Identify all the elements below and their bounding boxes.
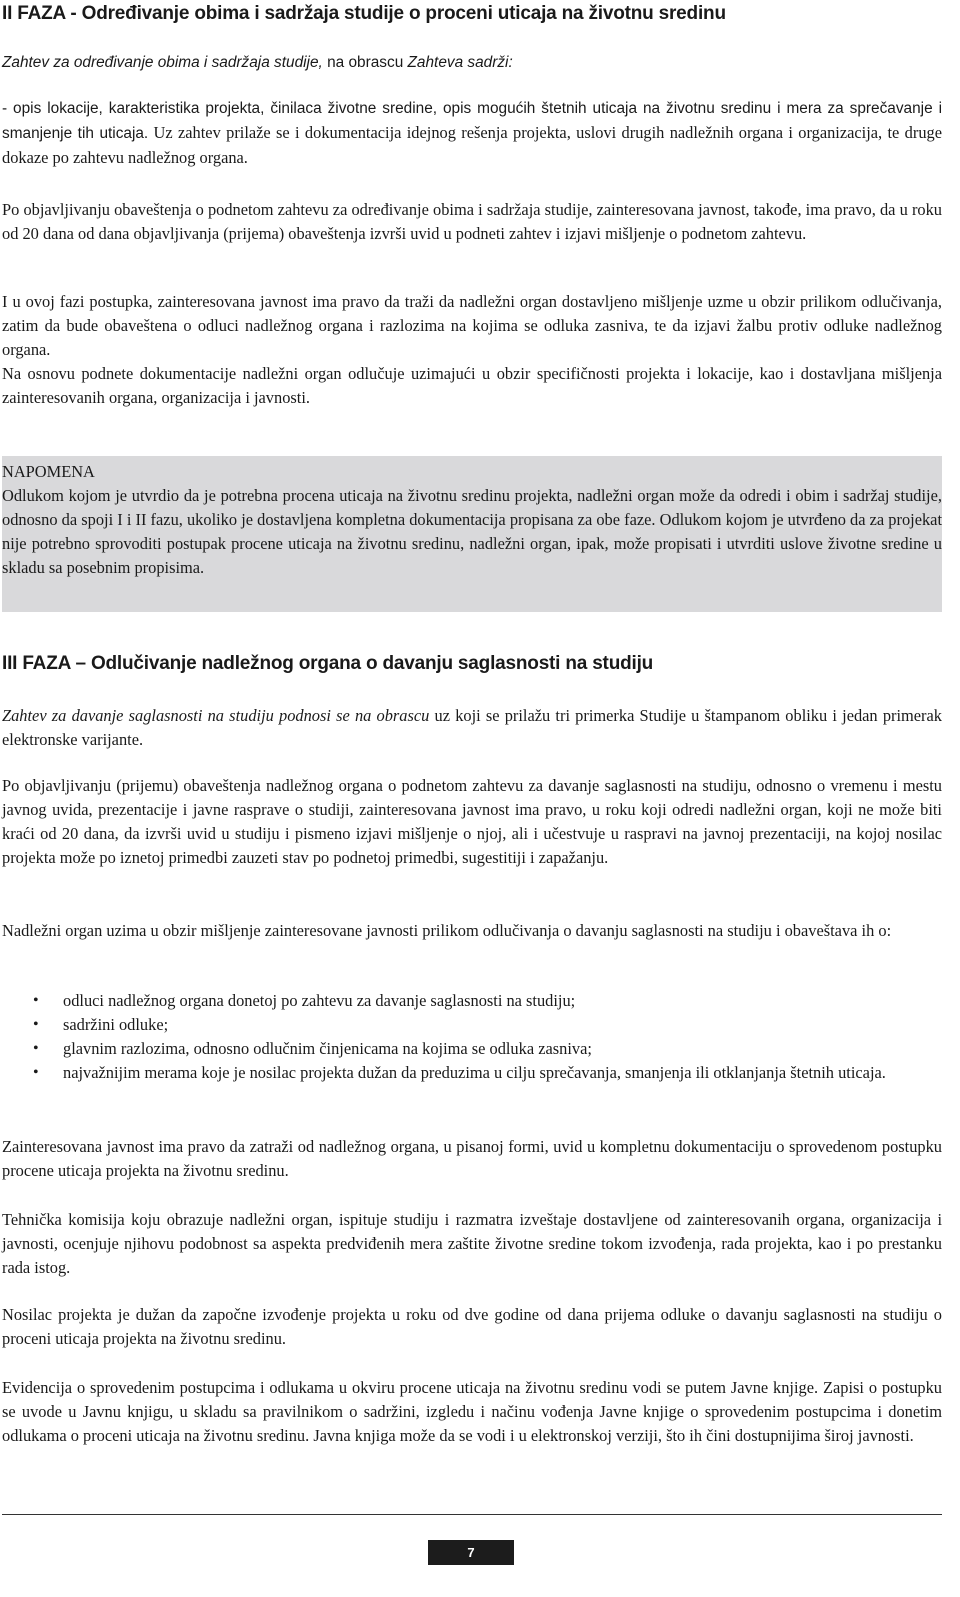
section-2-paragraph-2: Po objavljivanju obaveštenja o podnetom zahtevu za određivanje obima i sadržaja studije, zainteresovana javnost, takođe, ima pravo, da u roku od 20 dana od dana objavljivanja (prijema) obaveštenja izvrši uvid u podneti zahtev i izjavi mišljenje o podnetom zahtevu.: [2, 200, 942, 243]
notification-list: [0, 989, 942, 1085]
bullet-icon: •: [33, 992, 39, 1009]
section-3-paragraph-4: Tehnička komisija koju obrazuje nadležni organ, ispituje studiju i razmatra izveštaje dostavljene od zainteresovanih organa, organizacija i javnosti, ocenjuje njihovu podobnost sa aspekta predviđenih mera zaštite životne sredine tokom izvođenja, rada projekta, kao i po prestanku rada istog.: [2, 1210, 942, 1277]
intro-mid: na obrascu: [322, 54, 408, 71]
bullet-icon: •: [33, 1064, 39, 1081]
list-item-text: najvažnijim merama koje je nosilac projekta dužan da preduzima u cilju sprečavanja, smanjenja ili otklanjanja štetnih uticaja.: [63, 1063, 886, 1082]
section-3-paragraph-6: Evidencija o sprovedenim postupcima i odlukama u okviru procene uticaja na životnu sredinu vodi se putem Javne knjige. Zapisi o postupku se uvode u Javnu knjigu, u skladu sa pravilnikom o sadržini, izgledu i načinu vođenja Javne knjige o sprovedenim postupcima i donetim odlukama o proceni uticaja na životnu sredinu. Javna knjiga može da se vodi i u elektronskoj verziji, što ih čini dostupnijima široj javnosti.: [2, 1378, 942, 1445]
list-item-text: glavnim razlozima, odnosno odlučnim činjenicama na kojima se odluka zasniva;: [63, 1039, 592, 1058]
section-2-heading: II FAZA - Određivanje obima i sadržaja studije o proceni uticaja na životnu sredinu: [2, 3, 726, 24]
list-item-text: sadržini odluke;: [63, 1015, 169, 1034]
page-number: 7: [428, 1540, 514, 1565]
intro-italic-2: Zahteva sadrži:: [407, 54, 513, 71]
note-box: [2, 456, 942, 612]
section-2-paragraph-1: [2, 96, 942, 170]
note-content: [2, 460, 942, 580]
list-item: [0, 1013, 942, 1037]
section-3-paragraph-5: Nosilac projekta je dužan da započne izvođenje projekta u roku od dve godine od dana prijema odluke o davanju saglasnosti na studiju o proceni uticaja projekta na životnu sredinu.: [2, 1305, 942, 1348]
paragraph-1-sans: - opis lokacije, karakteristika projekta, činilaca životne sredine, opis mogućih štetnih uticaja na životnu sredinu i mera za sprečavanje i smanjenje tih uticaja.: [2, 100, 942, 142]
note-title: NAPOMENA: [2, 462, 95, 481]
section-3-intro-rest: uz koji se prilažu tri primerka Studije u štampanom obliku i jedan primerak elektronske varijante.: [2, 706, 942, 749]
section-2-intro: [2, 50, 942, 75]
list-item: [0, 1037, 942, 1061]
section-3-paragraph-1: Po objavljivanju (prijemu) obaveštenja nadležnog organa o podnetom zahtevu za davanje saglasnosti na studiju, odnosno o vremenu i mestu javnog uvida, prezentacije i javne rasprave o studiji, zainteresovana javnost ima pravo, u roku koji odredi nadležni organ, koji ne može biti kraći od 20 dana, da izvrši uvid u studiju i pismeno izjavi mišljenje o njoj, ali i učestvuje u raspravi na javnoj prezentaciji, na kojoj nosilac projekta može po iznetoj primedbi zauzeti stav po podnetoj primedbi, sugestitiji i zapažanju.: [2, 776, 942, 867]
section-3-intro-italic: Zahtev za davanje saglasnosti na studiju podnosi se na obrascu: [2, 706, 430, 725]
list-item: [0, 989, 942, 1013]
section-2-paragraph-4: Na osnovu podnete dokumentacije nadležni organ odlučuje uzimajući u obzir specifičnosti projekta i lokacije, kao i dostavljana mišljenja zainteresovanih organa, organizacija i javnosti.: [2, 364, 942, 407]
intro-italic: Zahtev za određivanje obima i sadržaja studije,: [2, 54, 323, 71]
footer-divider: [2, 1514, 942, 1515]
section-3-paragraph-3: Zainteresovana javnost ima pravo da zatraži od nadležnog organa, u pisanoj formi, uvid u kompletnu dokumentaciju o sprovedenom postupku procene uticaja projekta na životnu sredinu.: [2, 1137, 942, 1180]
note-text: Odlukom kojom je utvrdio da je potrebna procena uticaja na životnu sredinu projekta, nadležni organ može da odredi i obim i sadržaj studije, odnosno da spoji I i II fazu, ukoliko je dostavljena kompletna dokumentacija propisana za obe faze. Odlukom kojom je utvrđeno da za projekat nije potrebno sprovoditi postupak procene uticaja na životnu sredinu, nadležni organ, ipak, može propisati i utvrditi uslove životne sredine u skladu sa posebnim propisima.: [2, 486, 942, 577]
list-item: [0, 1061, 942, 1085]
section-3-paragraph-2: Nadležni organ uzima u obzir mišljenje zainteresovane javnosti prilikom odlučivanja o davanju saglasnosti na studiju i obaveštava ih o:: [2, 921, 892, 940]
section-2-paragraph-3: I u ovoj fazi postupka, zainteresovana javnost ima pravo da traži da nadležni organ dostavljeno mišljenje uzme u obzir prilikom odlučivanja, zatim da bude obaveštena o odluci nadležnog organa i razlozima na kojima se odluka zasniva, te da izjavi žalbu protiv odluke nadležnog organa.: [2, 292, 942, 359]
list-item-text: odluci nadležnog organa donetoj po zahtevu za davanje saglasnosti na studiju;: [63, 991, 576, 1010]
section-3-intro: [2, 704, 942, 752]
bullet-icon: •: [33, 1040, 39, 1057]
section-3-heading: III FAZA – Odlučivanje nadležnog organa o davanju saglasnosti na studiju: [2, 653, 654, 674]
paragraph-1-serif: Uz zahtev prilaže se i dokumentacija idejnog rešenja projekta, uslovi drugih nadležnih organa i organizacija, te druge dokaze po zahtevu nadležnog organa.: [2, 123, 942, 167]
bullet-icon: •: [33, 1016, 39, 1033]
